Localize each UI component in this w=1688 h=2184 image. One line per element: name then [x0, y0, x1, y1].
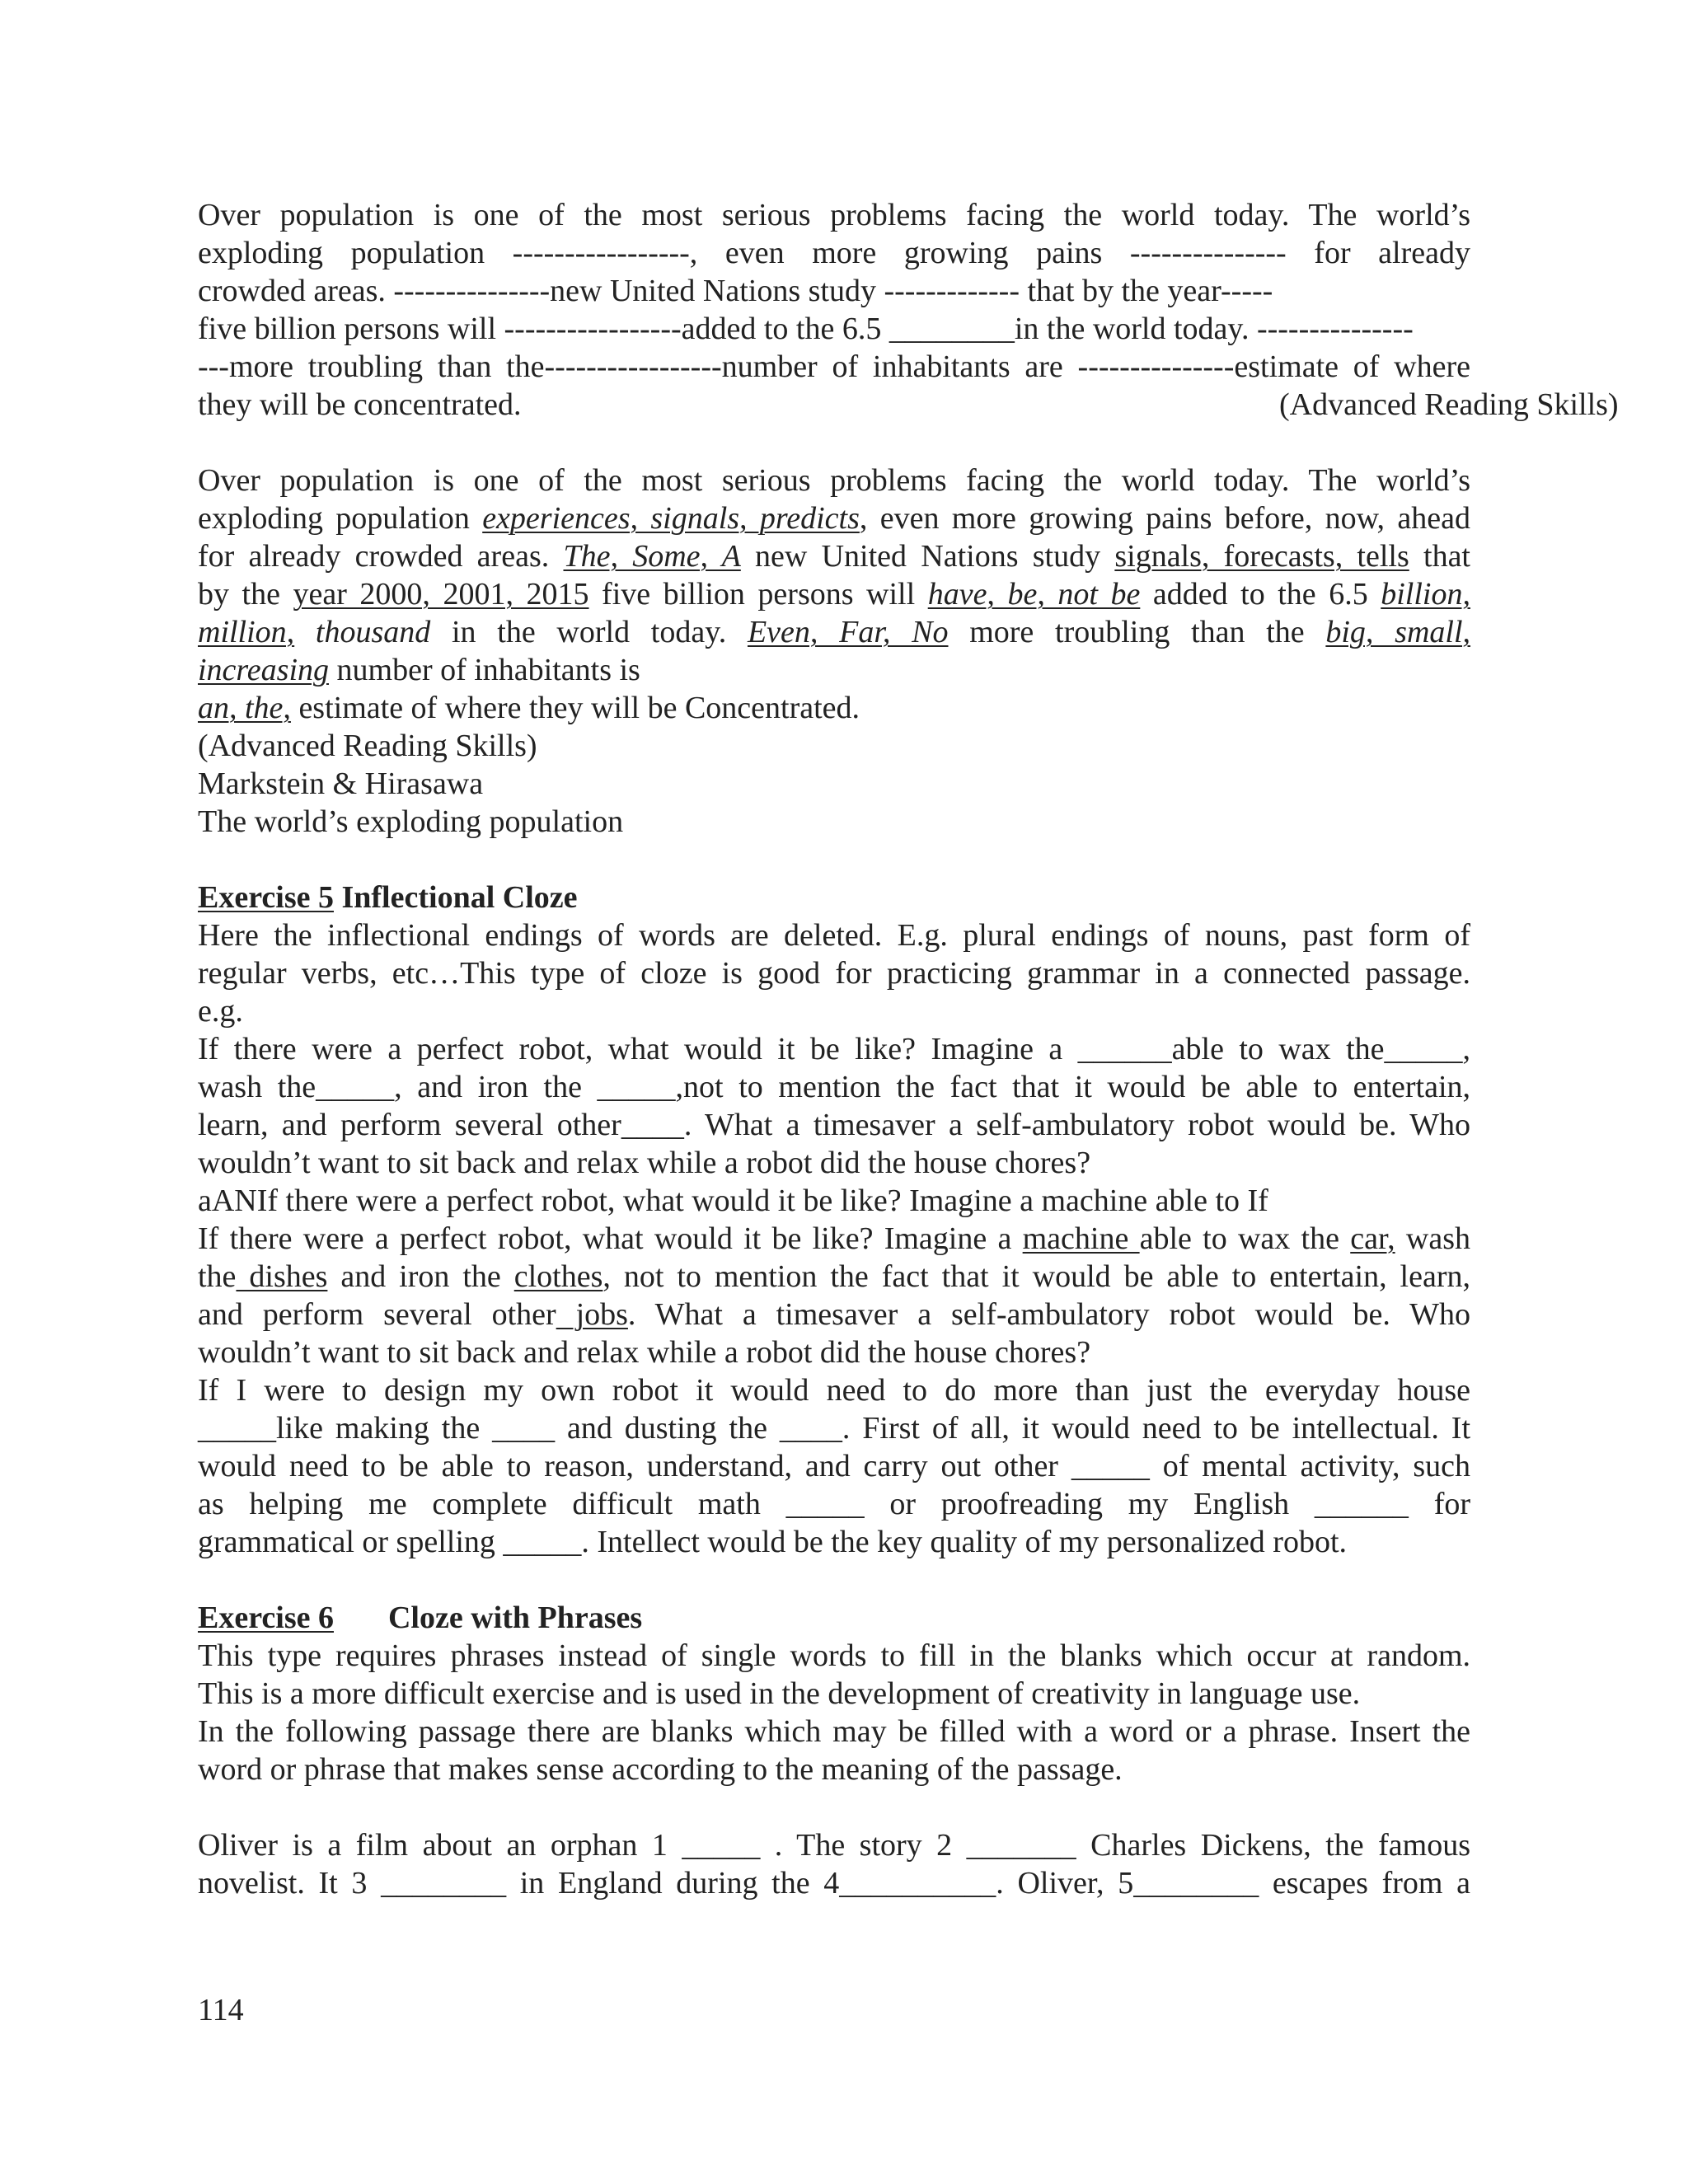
- text-line: aANIf there were a perfect robot, what would it be like? Imagine a machine able to If: [198, 1183, 1268, 1218]
- exercise-title: Cloze with Phrases: [387, 1601, 643, 1635]
- text-fragment: the: [198, 1259, 237, 1294]
- text-line: Over population is one of the most serious problems facing the world today. The world’s: [198, 198, 1470, 232]
- text-line: [198, 537, 1470, 575]
- option-choices: year 2000, 2001, 2015: [293, 577, 589, 612]
- title-line: The world’s exploding population: [198, 804, 624, 839]
- text-line: learn, and perform several other____. What a timesaver a self-ambulatory robot would be. Who: [198, 1108, 1470, 1142]
- option-choices: have, be, not be: [927, 577, 1141, 612]
- text-fragment: they will be concentrated.: [198, 387, 522, 422]
- text-line: regular verbs, etc…This type of cloze is good for practicing grammar in a connected passage.: [198, 956, 1470, 991]
- text-fragment: . What a timesaver a self-ambulatory robot would be. Who: [627, 1297, 1470, 1332]
- text-line: Over population is one of the most serious problems facing the world today. The world’s: [198, 463, 1470, 498]
- text-line: Here the inflectional endings of words are deleted. E.g. plural endings of nouns, past form of: [198, 918, 1470, 953]
- text-line: [198, 651, 1470, 689]
- answer-word: car,: [1350, 1221, 1395, 1256]
- text-fragment: and iron the: [327, 1259, 514, 1294]
- text-line: e.g.: [198, 994, 243, 1029]
- text-line: If I were to design my own robot it would need to do more than just the everyday house: [198, 1373, 1470, 1408]
- answer-word: machine: [1022, 1221, 1140, 1256]
- exercise-heading: [198, 879, 1470, 916]
- text-fragment: in the world today.: [430, 615, 748, 649]
- text-line: In the following passage there are blanks which may be filled with a word or a phrase. Insert the: [198, 1714, 1470, 1749]
- text-line: wash the_____, and iron the _____,not to mention the fact that it would be able to entertain,: [198, 1070, 1470, 1104]
- page-number: 114: [198, 1993, 244, 2027]
- text-line: ---more troubling than the-----------------number of inhabitants are ---------------estimate of where: [198, 349, 1470, 384]
- text-line: [198, 1258, 1470, 1296]
- text-fragment: thousand: [294, 615, 431, 649]
- option-choices: Even, Far, No: [747, 615, 949, 649]
- text-line: If there were a perfect robot, what would it be like? Imagine a ______able to wax the_____,: [198, 1032, 1470, 1066]
- text-line: [198, 689, 1470, 727]
- source-citation: (Advanced Reading Skills): [198, 729, 537, 763]
- source-citation: (Advanced Reading Skills): [1279, 387, 1619, 422]
- option-choices: experiences, signals, predicts: [482, 501, 860, 536]
- option-choices: million,: [198, 615, 295, 649]
- option-choices: signals, forecasts, tells: [1114, 539, 1409, 574]
- exercise-label: Exercise 6: [198, 1601, 334, 1635]
- answer-word: clothes: [513, 1259, 603, 1294]
- exercise-5-section: [198, 879, 1470, 1561]
- text-line: [198, 499, 1470, 537]
- text-fragment: new United Nations study: [740, 539, 1115, 574]
- text-fragment: , not to mention the fact that it would be able to entertain, learn,: [603, 1259, 1471, 1294]
- text-fragment: more troubling than the: [948, 615, 1326, 649]
- text-line: [198, 613, 1470, 651]
- text-line: exploding population -----------------, even more growing pains --------------- for already: [198, 236, 1470, 270]
- text-line: [198, 1296, 1470, 1333]
- answer-word: dishes: [236, 1259, 328, 1294]
- option-choices: billion,: [1381, 577, 1470, 612]
- text-fragment: that: [1409, 539, 1470, 574]
- text-fragment: If there were a perfect robot, what would it be like? Imagine a: [198, 1221, 1023, 1256]
- text-fragment: five billion persons will: [588, 577, 928, 612]
- text-line: would need to be able to reason, understand, and carry out other _____ of mental activity, such: [198, 1449, 1470, 1483]
- text-fragment: wash: [1395, 1221, 1470, 1256]
- text-line: This is a more difficult exercise and is used in the development of creativity in language use.: [198, 1676, 1361, 1711]
- text-line: as helping me complete difficult math _____ or proofreading my English ______ for: [198, 1487, 1470, 1521]
- text-fragment: added to the 6.5: [1140, 577, 1381, 612]
- author-line: Markstein & Hirasawa: [198, 766, 484, 801]
- answer-word: jobs: [556, 1297, 628, 1332]
- option-choices: The, Some, A: [563, 539, 741, 574]
- text-fragment: exploding population: [198, 501, 483, 536]
- cloze-options-paragraph: [198, 462, 1470, 841]
- text-fragment: able to wax the: [1139, 1221, 1351, 1256]
- text-fragment: for already crowded areas.: [198, 539, 564, 574]
- cloze-original-paragraph: [198, 196, 1619, 424]
- exercise-6-section: [198, 1599, 1470, 1902]
- text-fragment: , even more growing pains before, now, ahead: [859, 501, 1470, 536]
- option-choices: increasing: [198, 653, 330, 687]
- text-line: [198, 575, 1470, 613]
- blank-line: [198, 1788, 1470, 1826]
- text-line: [198, 1220, 1470, 1258]
- text-line: grammatical or spelling _____. Intellect would be the key quality of my personalized robot.: [198, 1525, 1348, 1559]
- exercise-heading: [198, 1599, 1470, 1637]
- text-line: wouldn’t want to sit back and relax while a robot did the house chores?: [198, 1146, 1091, 1180]
- text-line: Oliver is a film about an orphan 1 _____ . The story 2 _______ Charles Dickens, the famous: [198, 1828, 1470, 1863]
- text-line: crowded areas. ---------------new United Nations study ------------- that by the year-----: [198, 274, 1273, 308]
- text-line: novelist. It 3 ________ in England during the 4__________. Oliver, 5________ escapes from a: [198, 1866, 1470, 1900]
- text-line: word or phrase that makes sense according to the meaning of the passage.: [198, 1752, 1123, 1787]
- text-fragment: estimate of where they will be Concentrated.: [290, 691, 860, 725]
- text-fragment: and perform several other: [198, 1297, 556, 1332]
- text-line: five billion persons will -----------------added to the 6.5 ________in the world today. ---------------: [198, 312, 1414, 346]
- text-fragment: number of inhabitants is: [329, 653, 640, 687]
- text-line: [198, 386, 1619, 424]
- exercise-title: Inflectional Cloze: [333, 880, 578, 915]
- text-fragment: by the: [198, 577, 293, 612]
- text-line: _____like making the ____ and dusting the ____. First of all, it would need to be intellectual. It: [198, 1411, 1470, 1446]
- option-choices: an, the,: [198, 691, 291, 725]
- text-line: This type requires phrases instead of single words to fill in the blanks which occur at random.: [198, 1638, 1470, 1673]
- exercise-label: Exercise 5: [198, 880, 334, 915]
- text-line: wouldn’t want to sit back and relax while a robot did the house chores?: [198, 1335, 1091, 1370]
- option-choices: big, small,: [1325, 615, 1471, 649]
